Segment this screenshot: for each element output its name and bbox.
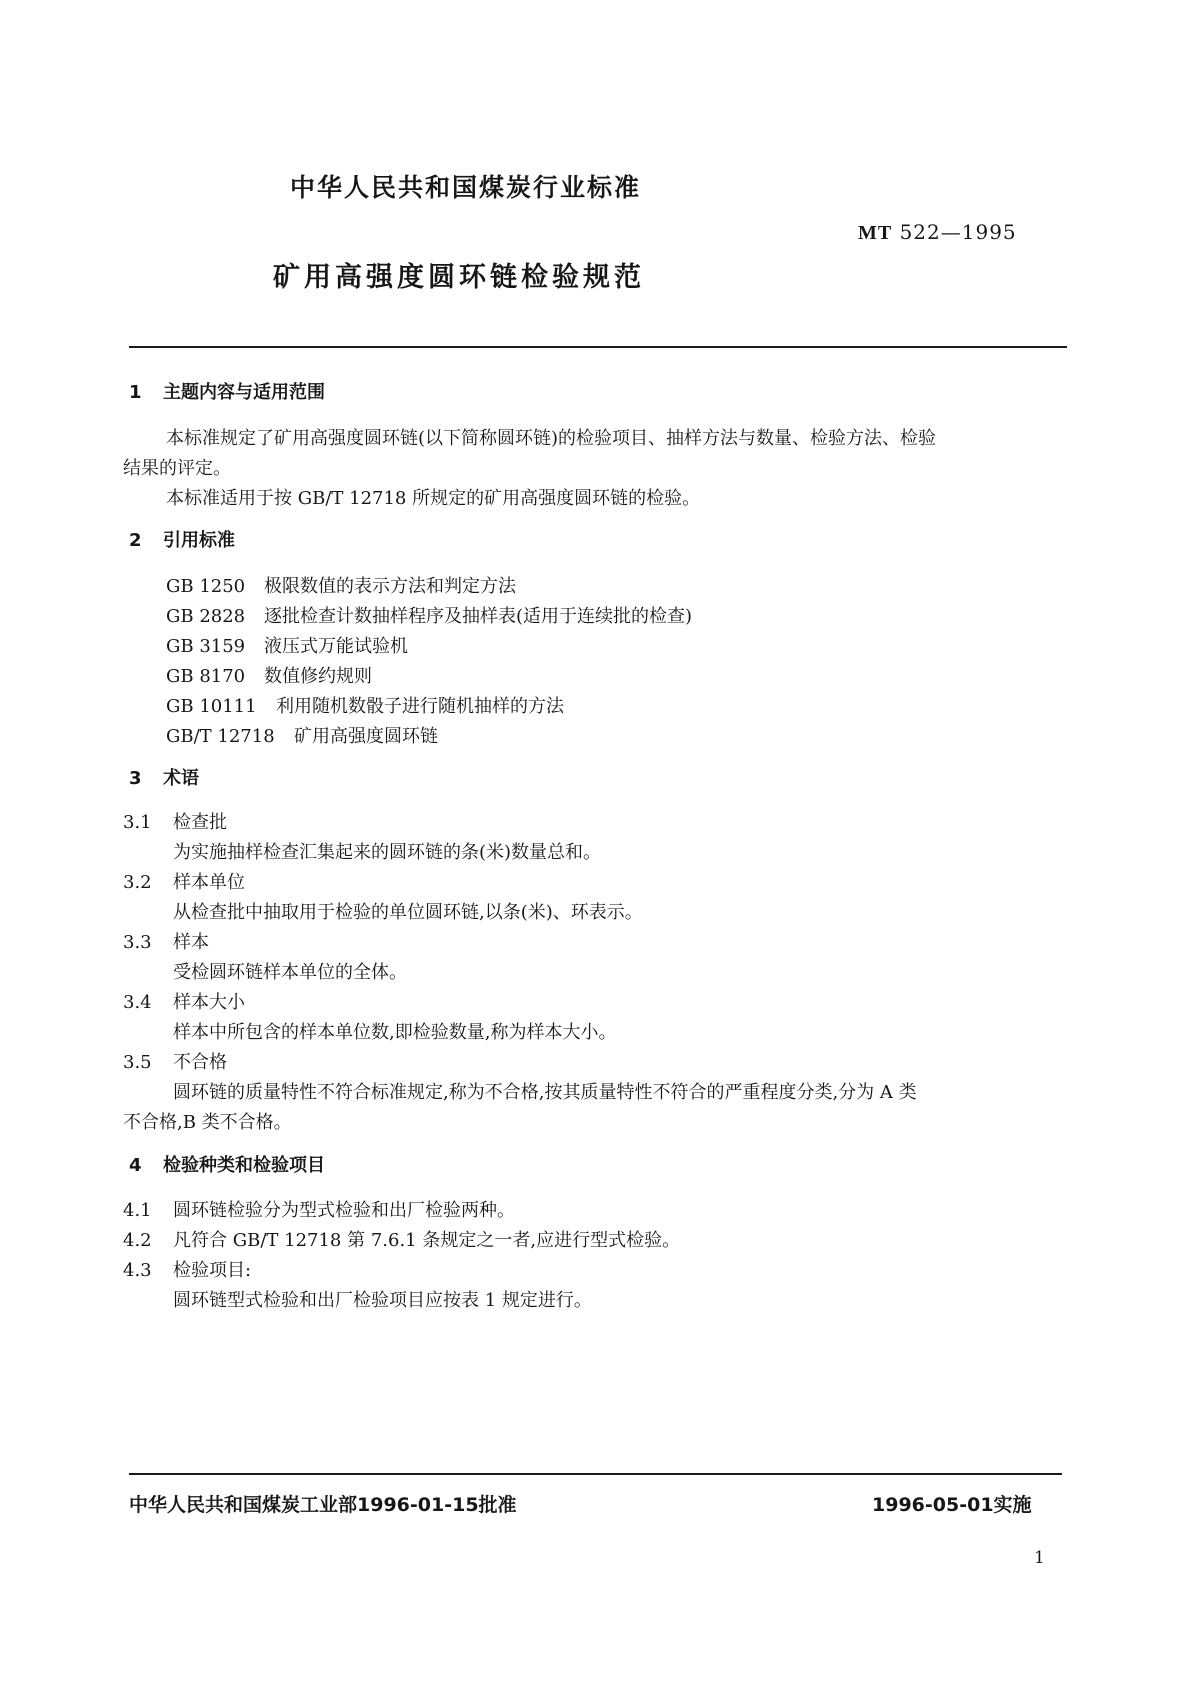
clause-number: 4.1 bbox=[123, 1200, 152, 1221]
section-title: 术语 bbox=[163, 768, 199, 789]
term-heading bbox=[123, 928, 209, 954]
section-title: 检验种类和检验项目 bbox=[163, 1155, 325, 1176]
header-rule bbox=[129, 346, 1067, 348]
section-title: 主题内容与适用范围 bbox=[163, 382, 325, 403]
section-3-heading bbox=[129, 764, 199, 790]
term-heading bbox=[123, 808, 227, 834]
standard-org: 中华人民共和国煤炭行业标准 bbox=[290, 173, 642, 202]
section-number: 3 bbox=[129, 768, 142, 789]
reference-item bbox=[166, 572, 516, 598]
term-number: 3.1 bbox=[123, 812, 152, 833]
term-definition: 受检圆环链样本单位的全体。 bbox=[173, 962, 407, 983]
paragraph: 结果的评定。 bbox=[123, 458, 231, 479]
section-2-heading bbox=[129, 526, 235, 552]
footer-rule bbox=[129, 1473, 1062, 1475]
term-name: 样本大小 bbox=[173, 992, 245, 1013]
term-heading bbox=[123, 868, 245, 894]
document-title: 矿用高强度圆环链检验规范 bbox=[273, 262, 645, 293]
term-definition: 为实施抽样检查汇集起来的圆环链的条(米)数量总和。 bbox=[173, 842, 602, 863]
clause-text: 圆环链检验分为型式检验和出厂检验两种。 bbox=[173, 1200, 515, 1221]
term-name: 样本 bbox=[173, 932, 209, 953]
term-number: 3.5 bbox=[123, 1052, 152, 1073]
reference-title: 极限数值的表示方法和判定方法 bbox=[264, 576, 516, 597]
section-title: 引用标准 bbox=[163, 530, 235, 551]
implementation-date: 1996-05-01实施 bbox=[872, 1494, 1032, 1516]
reference-title: 液压式万能试验机 bbox=[264, 636, 408, 657]
term-name: 检查批 bbox=[173, 812, 227, 833]
term-name: 样本单位 bbox=[173, 872, 245, 893]
reference-code: GB 1250 bbox=[166, 576, 246, 597]
clause-item bbox=[123, 1226, 680, 1252]
paragraph: 本标准适用于按 GB/T 12718 所规定的矿用高强度圆环链的检验。 bbox=[166, 488, 701, 509]
standard-code-prefix: MT bbox=[858, 222, 893, 244]
term-number: 3.4 bbox=[123, 992, 152, 1013]
paragraph: 本标准规定了矿用高强度圆环链(以下简称圆环链)的检验项目、抽样方法与数量、检验方法、检验 bbox=[166, 428, 937, 449]
term-definition-continued: 不合格,B 类不合格。 bbox=[123, 1112, 292, 1133]
reference-code: GB 8170 bbox=[166, 666, 246, 687]
section-number: 1 bbox=[129, 382, 142, 403]
reference-title: 数值修约规则 bbox=[264, 666, 372, 687]
term-heading bbox=[123, 988, 245, 1014]
reference-title: 利用随机数骰子进行随机抽样的方法 bbox=[276, 696, 564, 717]
page-number: 1 bbox=[1034, 1548, 1045, 1568]
term-number: 3.3 bbox=[123, 932, 152, 953]
term-definition: 样本中所包含的样本单位数,即检验数量,称为样本大小。 bbox=[173, 1022, 617, 1043]
reference-item bbox=[166, 722, 438, 748]
term-name: 不合格 bbox=[173, 1052, 227, 1073]
clause-number: 4.3 bbox=[123, 1260, 152, 1281]
clause-text: 凡符合 GB/T 12718 第 7.6.1 条规定之一者,应进行型式检验。 bbox=[173, 1230, 681, 1251]
reference-code: GB 2828 bbox=[166, 606, 246, 627]
reference-code: GB 10111 bbox=[166, 696, 257, 717]
reference-title: 矿用高强度圆环链 bbox=[294, 726, 438, 747]
clause-note: 圆环链型式检验和出厂检验项目应按表 1 规定进行。 bbox=[173, 1290, 592, 1311]
standard-code bbox=[858, 220, 1017, 245]
section-4-heading bbox=[129, 1151, 325, 1177]
reference-title: 逐批检查计数抽样程序及抽样表(适用于连续批的检查) bbox=[264, 606, 693, 627]
section-1-heading bbox=[129, 378, 325, 404]
term-heading bbox=[123, 1048, 227, 1074]
term-definition: 从检查批中抽取用于检验的单位圆环链,以条(米)、环表示。 bbox=[173, 902, 643, 923]
approval-line: 中华人民共和国煤炭工业部1996-01-15批准 bbox=[129, 1494, 517, 1516]
section-number: 4 bbox=[129, 1155, 142, 1176]
reference-item bbox=[166, 632, 408, 658]
section-number: 2 bbox=[129, 530, 142, 551]
clause-number: 4.2 bbox=[123, 1230, 152, 1251]
reference-item bbox=[166, 692, 564, 718]
reference-code: GB 3159 bbox=[166, 636, 246, 657]
clause-text: 检验项目: bbox=[173, 1260, 252, 1281]
standard-code-number: 522—1995 bbox=[899, 220, 1017, 244]
term-definition: 圆环链的质量特性不符合标准规定,称为不合格,按其质量特性不符合的严重程度分类,分为 A 类 bbox=[173, 1082, 917, 1103]
reference-item bbox=[166, 662, 372, 688]
term-number: 3.2 bbox=[123, 872, 152, 893]
clause-item bbox=[123, 1196, 515, 1222]
clause-item bbox=[123, 1256, 251, 1282]
reference-item bbox=[166, 602, 692, 628]
reference-code: GB/T 12718 bbox=[166, 726, 275, 747]
